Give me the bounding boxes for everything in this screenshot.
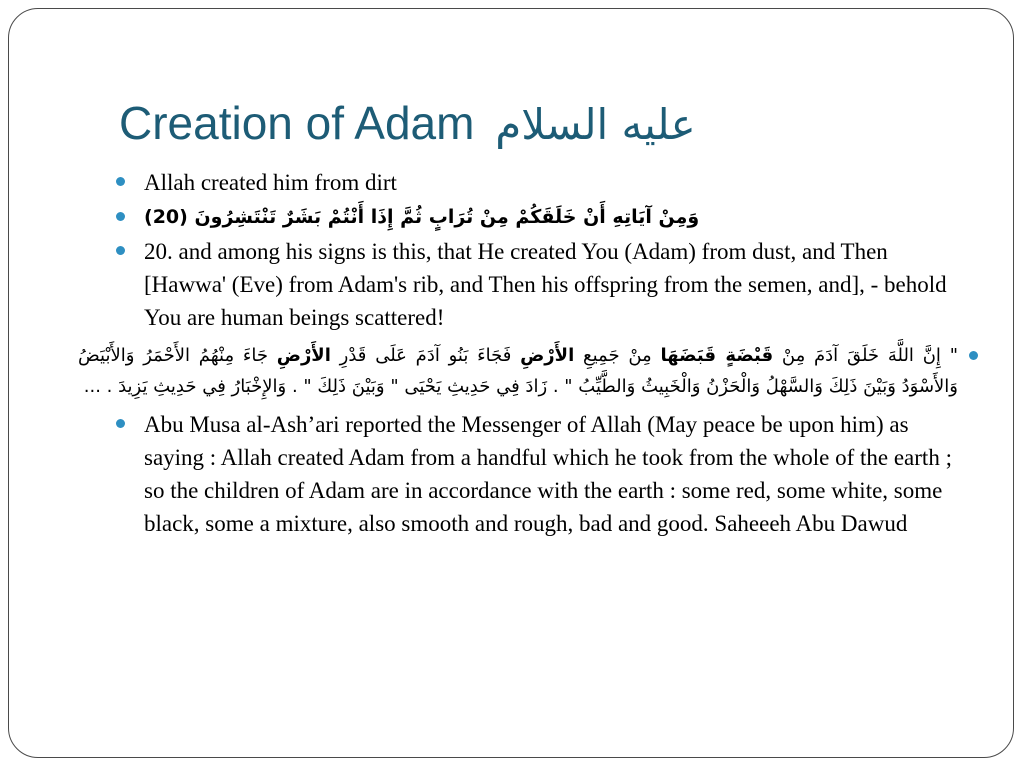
bullet-item-quran-verse xyxy=(112,201,972,233)
quran-verse-text: وَمِنْ آيَاتِهِ أَنْ خَلَقَكُمْ مِنْ تُرَابٍ ثُمَّ إِذَا أَنْتُمْ بَشَرٌ تَنْتَشِرُونَ (20) xyxy=(144,206,700,228)
bullet-item xyxy=(112,166,972,199)
hadith-text-part: مِنْ جَمِيعِ xyxy=(574,345,661,366)
title-arabic: عليه السلام xyxy=(495,100,696,149)
title-english: Creation of Adam xyxy=(119,97,475,149)
bullet-item-translation xyxy=(112,235,972,334)
bullet-text: Allah created him from dirt xyxy=(144,170,397,195)
hadith-text-part: فَجَاءَ بَنُو آدَمَ عَلَى قَدْرِ xyxy=(330,345,521,366)
bullet-dot-icon xyxy=(116,177,125,186)
bullet-item-hadith-arabic xyxy=(78,340,982,402)
hadith-text-part: " إِنَّ اللَّهَ خَلَقَ آدَمَ مِنْ xyxy=(773,345,958,366)
bullet-list xyxy=(78,166,972,542)
bullet-dot-icon xyxy=(116,419,125,428)
bullet-dot-icon xyxy=(116,212,125,221)
hadith-text-bold: الأَرْضِ xyxy=(520,345,575,366)
bullet-item-hadith-translation xyxy=(112,408,972,540)
hadith-text-bold: قَبْضَةٍ قَبَضَهَا xyxy=(660,345,774,366)
bullet-dot-icon xyxy=(969,351,978,360)
hadith-text-part: جَاءَ مِنْهُمُ الأَحْمَرُ وَالأَبْيَضُ وَالأَسْوَدُ وَبَيْنَ ذَلِكَ وَالسَّهْلُ وَالْحَزْنُ وَالْخَبِيثُ وَالطَّيِّبُ " . زَادَ فِي حَدِيثِ يَحْيَى " وَبَيْنَ ذَلِكَ " . وَالإِخْبَارُ فِي حَدِيثِ يَزِيدَ . ... xyxy=(78,345,958,397)
bullet-dot-icon xyxy=(116,246,125,255)
slide-title xyxy=(119,93,696,155)
bullet-text: Abu Musa al-Ash’ari reported the Messenger of Allah (May peace be upon him) as saying : Allah created Adam from a handful which he took from the whole of the earth ; so the children of Adam are in accordance with the earth : some red, some white, some black, some a mixture, also smooth and rough, bad and good. Saheeeh Abu Dawud xyxy=(144,412,952,536)
hadith-text-bold: الأَرْضِ xyxy=(276,345,331,366)
bullet-text: 20. and among his signs is this, that He created You (Adam) from dust, and Then [Hawwa' (Eve) from Adam's rib, and Then his offspring from the semen, and], - behold You are human beings scattered! xyxy=(144,239,947,330)
